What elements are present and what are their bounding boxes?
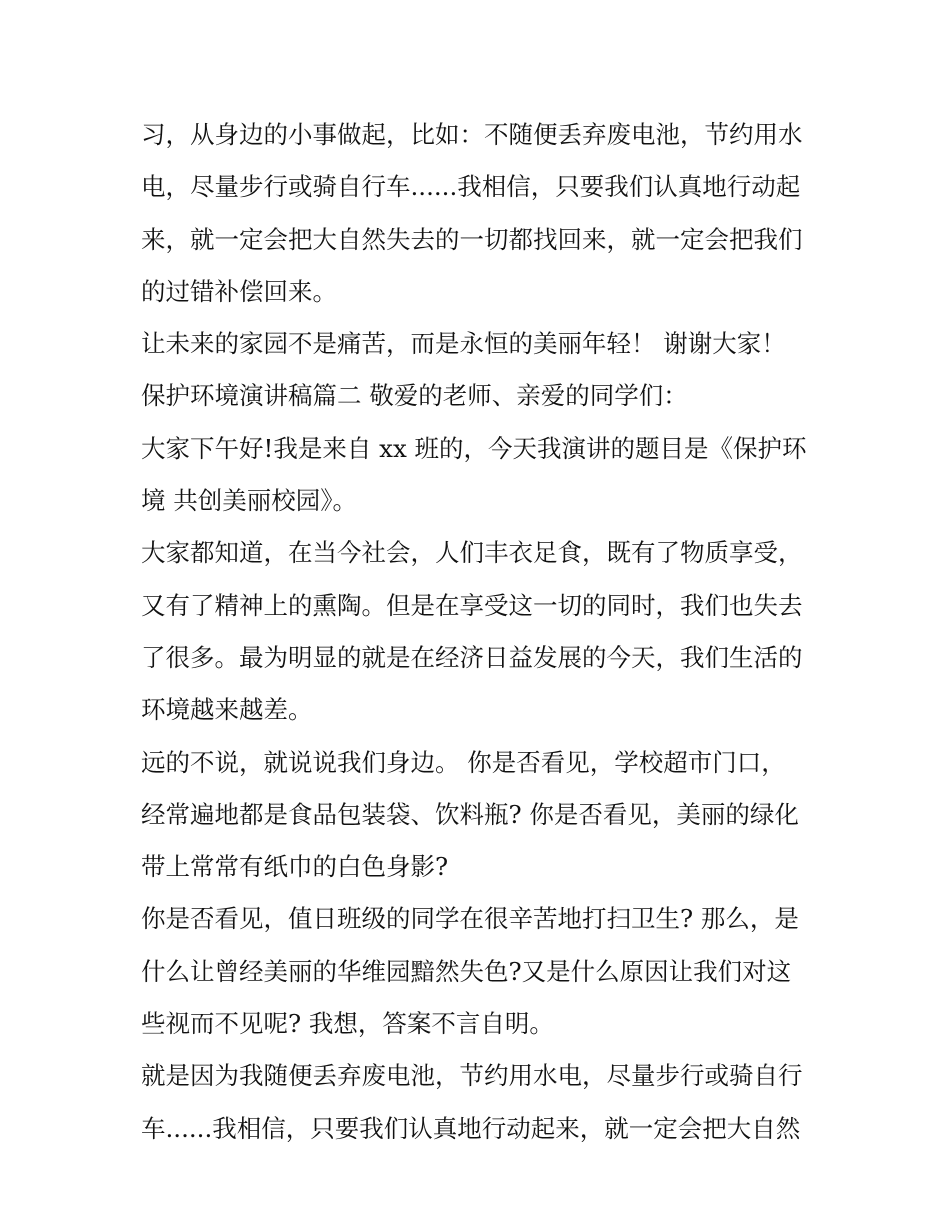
text-line: 境 共创美丽校园》。 — [141, 486, 358, 516]
speech-text-body — [141, 109, 821, 1155]
text-line: 的过错补偿回来。 — [141, 276, 337, 306]
text-line: 环境越来越差。 — [141, 695, 313, 725]
section-heading-line: 保护环境演讲稿篇二 敬爱的老师、亲爱的同学们： — [141, 381, 688, 411]
text-line: 远的不说，就说说我们身边。 你是否看见，学校超市门口， — [141, 747, 786, 777]
text-line: 电，尽量步行或骑自行车......我相信，只要我们认真地行动起 — [141, 172, 801, 202]
text-line: 什么让曾经美丽的华维园黯然失色?又是什么原因让我们对这 — [141, 956, 792, 986]
text-line: 习，从身边的小事做起，比如：不随便丢弃废电池，节约用水 — [141, 120, 803, 149]
text-line: 带上常常有纸巾的白色身影? — [141, 852, 449, 882]
text-line: 经常遍地都是食品包装袋、饮料瓶? 你是否看见，美丽的绿化 — [141, 799, 799, 829]
text-line: 又有了精神上的熏陶。但是在享受这一切的同时，我们也失去 — [141, 590, 803, 620]
text-line: 大家都知道，在当今社会，人们丰衣足食，既有了物质享受， — [141, 538, 803, 568]
text-line: 大家下午好!我是来自 xx 班的，今天我演讲的题目是《保护环 — [141, 433, 807, 463]
text-line: 让未来的家园不是痛苦，而是永恒的美丽年轻！ 谢谢大家！ — [141, 329, 786, 359]
text-line: 你是否看见，值日班级的同学在很辛苦地打扫卫生? 那么，是 — [141, 904, 799, 934]
text-line: 些视而不见呢? 我想，答案不言自明。 — [141, 1009, 554, 1039]
text-line: 来，就一定会把大自然失去的一切都找回来，就一定会把我们 — [141, 224, 803, 254]
text-line: 了很多。最为明显的就是在经济日益发展的今天，我们生活的 — [141, 642, 803, 672]
text-line: 车......我相信，只要我们认真地行动起来，就一定会把大自然 — [141, 1113, 801, 1143]
text-line: 就是因为我随便丢弃废电池，节约用水电，尽量步行或骑自行 — [141, 1061, 803, 1091]
